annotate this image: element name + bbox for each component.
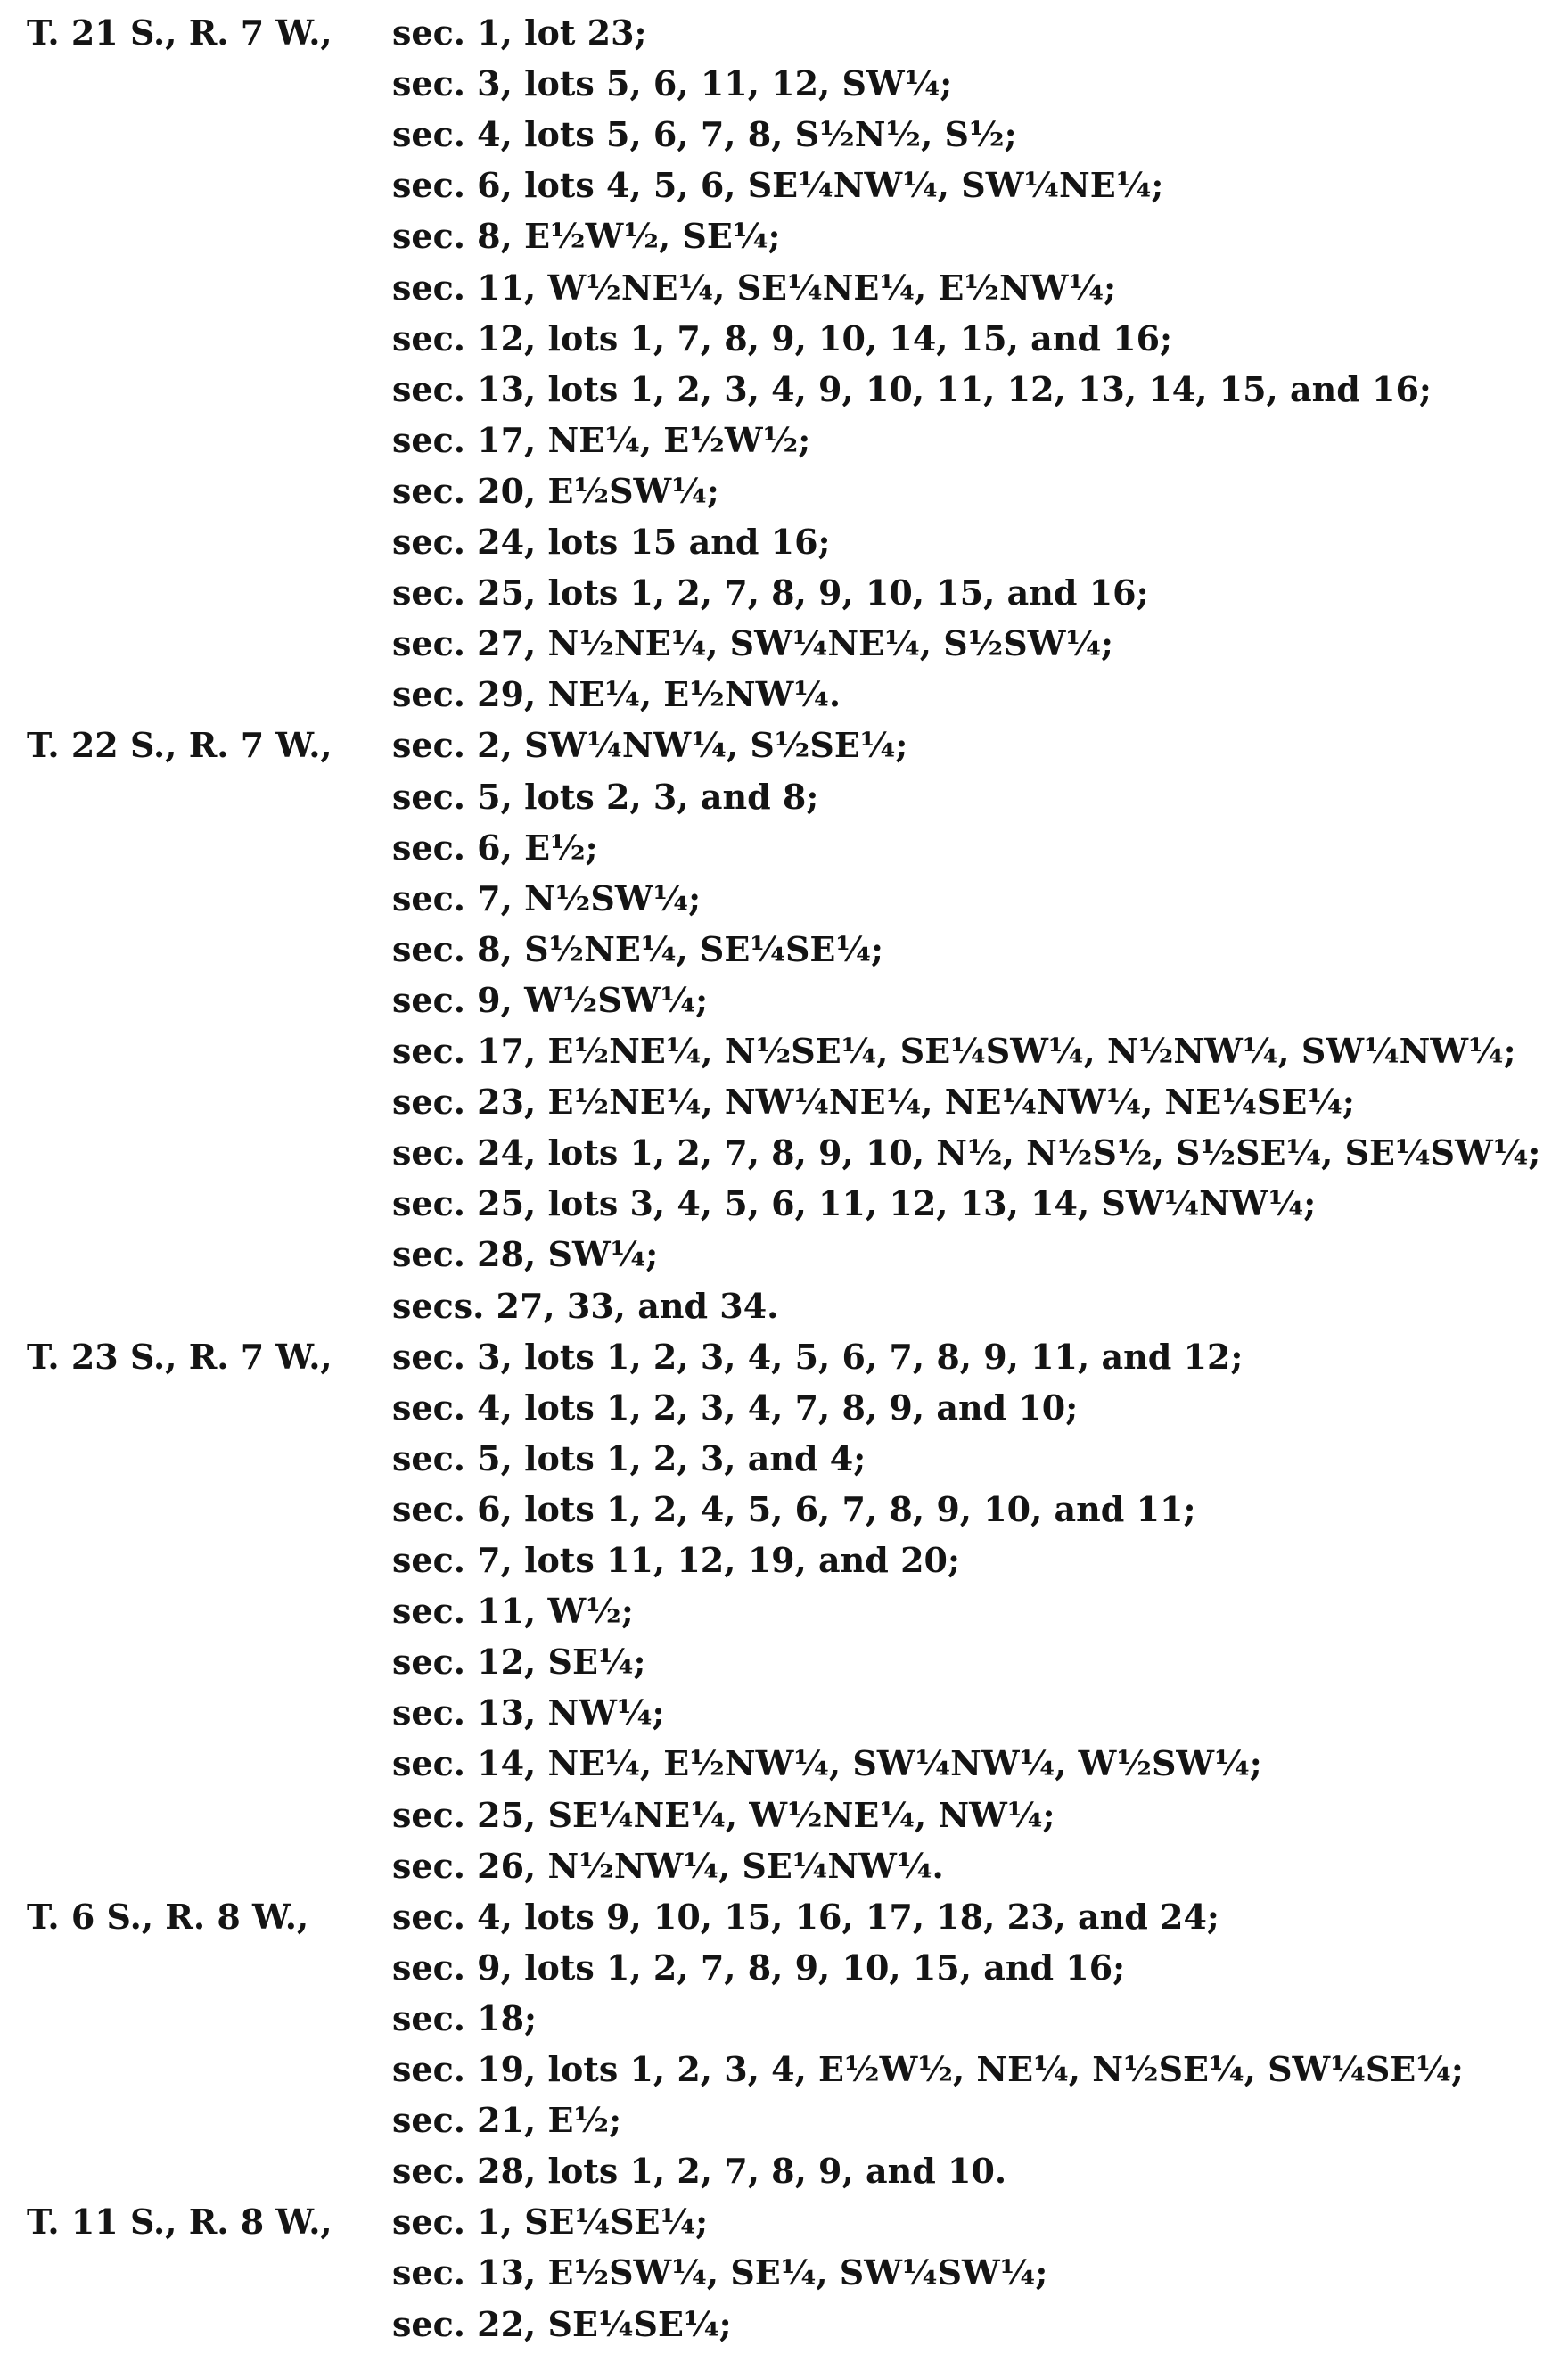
description-line [0,618,1568,670]
section-description: sec. 4, lots 1, 2, 3, 4, 7, 8, 9, and 10; [392,1387,1079,1428]
section-description: sec. 25, lots 1, 2, 7, 8, 9, 10, 15, and 16; [392,572,1149,613]
section-description: sec. 6, lots 1, 2, 4, 5, 6, 7, 8, 9, 10, and 11; [392,1488,1196,1529]
township-range-label: T. 23 S., R. 7 W., [27,1336,332,1377]
description-line [0,2095,1568,2146]
section-description: sec. 20, E½SW¼; [392,470,719,511]
description-line [0,1229,1568,1280]
description-line [0,1891,1568,1943]
description-line [0,1331,1568,1383]
section-description: sec. 6, lots 4, 5, 6, SE¼NW¼, SW¼NE¼; [392,165,1164,206]
description-line [0,1790,1568,1841]
section-description: sec. 28, SW¼; [392,1234,659,1275]
description-line [0,1535,1568,1586]
description-line [0,567,1568,619]
section-description: sec. 27, N½NE¼, SW¼NE¼, S½SW¼; [392,623,1114,664]
section-description: sec. 7, N½SW¼; [392,877,702,918]
section-description: sec. 24, lots 15 and 16; [392,522,831,562]
section-description: sec. 4, lots 9, 10, 15, 16, 17, 18, 23, and 24; [392,1896,1219,1937]
description-line [0,2247,1568,2299]
description-line [0,516,1568,568]
description-line [0,1280,1568,1332]
description-line [0,771,1568,823]
section-description: sec. 24, lots 1, 2, 7, 8, 9, 10, N½, N½S½, S½SE¼, SE¼SW¼; [392,1132,1541,1173]
section-description: sec. 12, SE¼; [392,1642,646,1683]
section-description: sec. 25, SE¼NE¼, W½NE¼, NW¼; [392,1794,1055,1835]
description-line [0,975,1568,1026]
section-description: sec. 3, lots 1, 2, 3, 4, 5, 6, 7, 8, 9, 11, and 12; [392,1336,1244,1377]
description-line [0,1687,1568,1739]
description-line [0,720,1568,771]
section-description: sec. 13, E½SW¼, SE¼, SW¼SW¼; [392,2252,1048,2293]
description-line [0,1076,1568,1128]
description-line [0,1840,1568,1892]
description-line [0,210,1568,262]
township-range-label: T. 6 S., R. 8 W., [27,1896,309,1937]
section-description: sec. 25, lots 3, 4, 5, 6, 11, 12, 13, 14, SW¼NW¼; [392,1183,1317,1224]
section-description: sec. 11, W½NE¼, SE¼NE¼, E½NW¼; [392,267,1117,308]
description-line [0,924,1568,975]
description-line [0,1025,1568,1077]
section-description: sec. 23, E½NE¼, NW¼NE¼, NE¼NW¼, NE¼SE¼; [392,1082,1355,1123]
description-line [0,822,1568,874]
description-line [0,262,1568,314]
description-line [0,873,1568,925]
description-line [0,1127,1568,1179]
description-line [0,364,1568,416]
description-line [0,2044,1568,2095]
description-line [0,1585,1568,1637]
description-line [0,1636,1568,1688]
description-line [0,1484,1568,1535]
description-line [0,160,1568,211]
section-description: sec. 4, lots 5, 6, 7, 8, S½N½, S½; [392,114,1017,155]
section-description: sec. 14, NE¼, E½NW¼, SW¼NW¼, W½SW¼; [392,1743,1262,1784]
section-description: sec. 3, lots 5, 6, 11, 12, SW¼; [392,63,953,104]
township-range-label: T. 11 S., R. 8 W., [27,2202,332,2243]
section-description: sec. 12, lots 1, 7, 8, 9, 10, 14, 15, and 16; [392,317,1173,358]
description-line [0,1433,1568,1485]
section-description: sec. 21, E½; [392,2100,622,2141]
section-description: sec. 13, lots 1, 2, 3, 4, 9, 10, 11, 12, 13, 14, 15, and 16; [392,368,1432,409]
section-description: sec. 17, NE¼, E½W½; [392,419,811,460]
description-line [0,109,1568,161]
section-description: sec. 5, lots 2, 3, and 8; [392,776,819,817]
section-description: sec. 2, SW¼NW¼, S½SE¼; [392,725,908,766]
section-description: secs. 27, 33, and 34. [392,1285,779,1326]
section-description: sec. 8, S½NE¼, SE¼SE¼; [392,928,884,969]
section-description: sec. 6, E½; [392,827,598,868]
section-description: sec. 7, lots 11, 12, 19, and 20; [392,1540,961,1580]
section-description: sec. 29, NE¼, E½NW¼. [392,674,841,715]
section-description: sec. 13, NW¼; [392,1692,665,1733]
section-description: sec. 9, lots 1, 2, 7, 8, 9, 10, 15, and 16; [392,1947,1126,1988]
description-line [0,2299,1568,2350]
section-description: sec. 18; [392,1997,538,2038]
section-description: sec. 26, N½NW¼, SE¼NW¼. [392,1845,944,1886]
section-description: sec. 17, E½NE¼, N½SE¼, SE¼SW¼, N½NW¼, SW¼NW¼; [392,1031,1516,1071]
description-line [0,415,1568,466]
description-line [0,1382,1568,1434]
description-line [0,7,1568,59]
description-line [0,1738,1568,1790]
section-description: sec. 19, lots 1, 2, 3, 4, E½W½, NE¼, N½SE¼, SW¼SE¼; [392,2049,1464,2089]
description-line [0,465,1568,517]
section-description: sec. 11, W½; [392,1591,634,1632]
description-line [0,58,1568,110]
description-line [0,2196,1568,2248]
section-description: sec. 8, E½W½, SE¼; [392,216,781,257]
township-range-label: T. 22 S., R. 7 W., [27,725,332,766]
section-description: sec. 28, lots 1, 2, 7, 8, 9, and 10. [392,2151,1007,2192]
description-line [0,669,1568,720]
description-line [0,1993,1568,2045]
section-description: sec. 9, W½SW¼; [392,979,709,1020]
description-line [0,1178,1568,1230]
section-description: sec. 5, lots 1, 2, 3, and 4; [392,1437,866,1478]
section-description: sec. 1, SE¼SE¼; [392,2202,709,2243]
section-description: sec. 22, SE¼SE¼; [392,2303,732,2344]
description-line [0,313,1568,365]
section-description: sec. 1, lot 23; [392,12,647,53]
description-line [0,2145,1568,2197]
township-range-label: T. 21 S., R. 7 W., [27,12,332,53]
description-line [0,1942,1568,1994]
